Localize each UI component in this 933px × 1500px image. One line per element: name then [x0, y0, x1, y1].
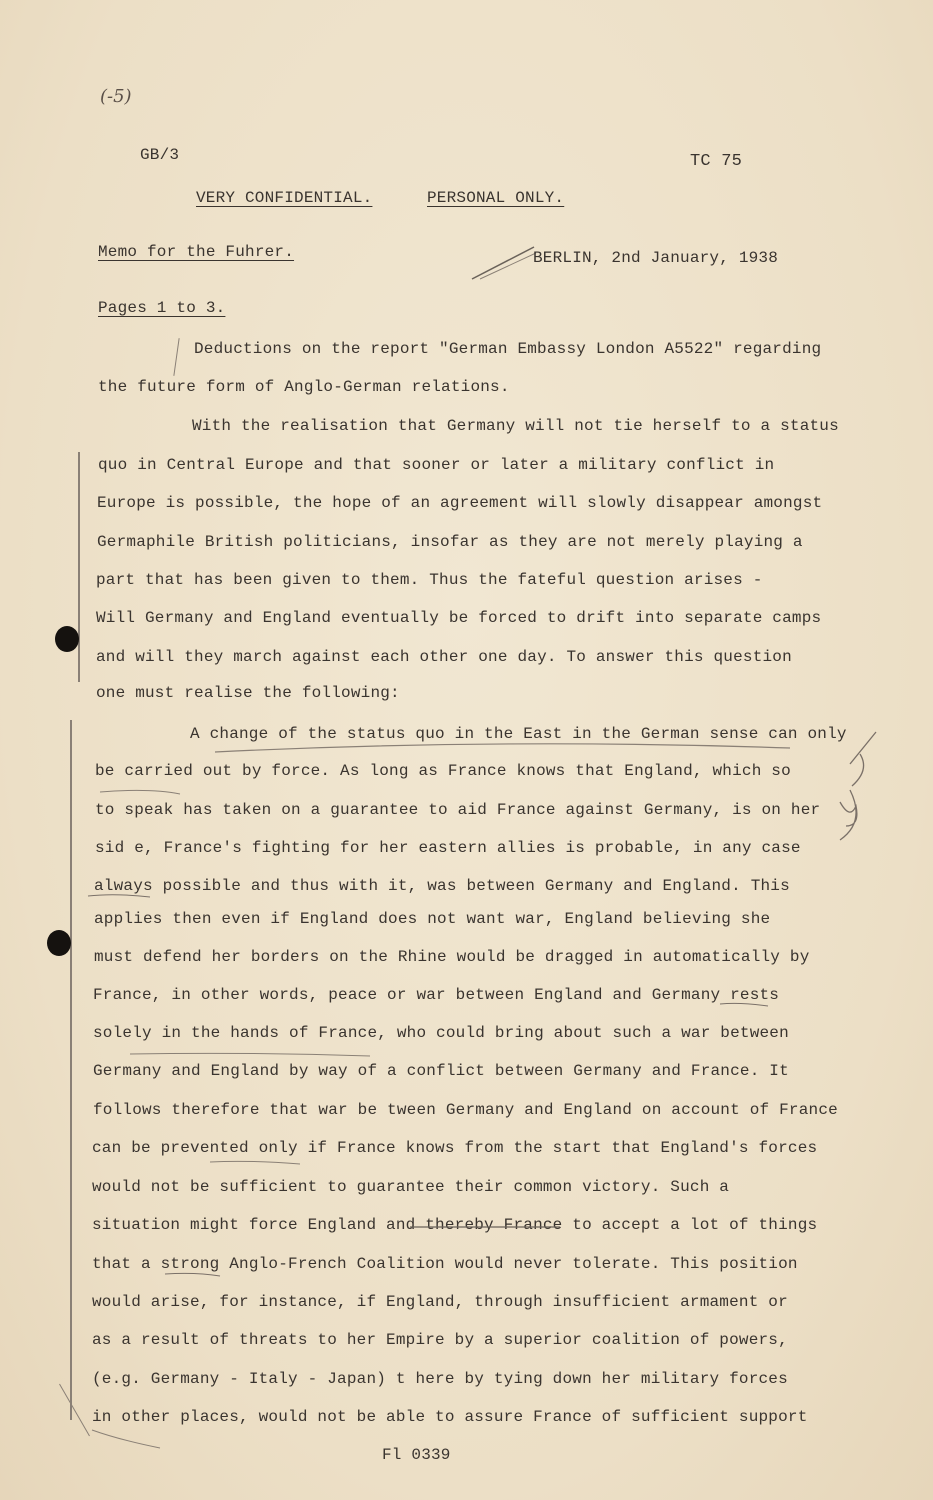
body-line: Deductions on the report "German Embassy London A5522" regarding: [194, 340, 822, 358]
body-line: situation might force England and thereby France to accept a lot of things: [92, 1216, 818, 1234]
memo-addressee: Memo for the Fuhrer.: [98, 243, 295, 261]
body-line: With the realisation that Germany will not tie herself to a status: [192, 417, 839, 435]
body-line: and will they march against each other one day. To answer this question: [96, 648, 792, 666]
body-line: one must realise the following:: [96, 684, 400, 702]
body-line: Europe is possible, the hope of an agreement will slowly disappear amongst: [97, 494, 823, 512]
body-line: be carried out by force. As long as France knows that England, which so: [95, 762, 791, 780]
document-number: Fl 0339: [382, 1446, 451, 1464]
place-and-date: BERLIN, 2nd January, 1938: [533, 249, 779, 267]
body-line: can be prevented only if France knows from the start that England's forces: [92, 1139, 818, 1157]
body-line: to speak has taken on a guarantee to aid France against Germany, is on her: [95, 801, 821, 819]
body-line: sid e, France's fighting for her eastern allies is probable, in any case: [95, 839, 801, 857]
body-line: always possible and thus with it, was between Germany and England. This: [94, 877, 790, 895]
body-line: France, in other words, peace or war between England and Germany rests: [93, 986, 780, 1004]
body-line: Will Germany and England eventually be forced to drift into separate camps: [96, 609, 822, 627]
body-line: in other places, would not be able to assure France of sufficient support: [92, 1408, 808, 1426]
body-line: quo in Central Europe and that sooner or later a military conflict in: [98, 456, 775, 474]
body-line: the future form of Anglo-German relations.: [98, 378, 510, 396]
body-line: as a result of threats to her Empire by a superior coalition of powers,: [92, 1331, 788, 1349]
body-line: that a strong Anglo-French Coalition would never tolerate. This position: [92, 1255, 798, 1273]
body-line: Germany and England by way of a conflict between Germany and France. It: [93, 1062, 789, 1080]
classification-very-confidential: VERY CONFIDENTIAL.: [196, 189, 373, 207]
body-line: applies then even if England does not want war, England believing she: [94, 910, 771, 928]
pages-reference: Pages 1 to 3.: [98, 299, 226, 317]
body-line: must defend her borders on the Rhine would be dragged in automatically by: [94, 948, 810, 966]
classification-personal-only: PERSONAL ONLY.: [427, 189, 565, 207]
body-line: would not be sufficient to guarantee their common victory. Such a: [92, 1178, 730, 1196]
body-line: (e.g. Germany - Italy - Japan) t here by tying down her military forces: [92, 1370, 788, 1388]
handwritten-scribble: (-5): [100, 86, 132, 107]
body-line: would arise, for instance, if England, through insufficient armament or: [92, 1293, 788, 1311]
body-line: Germaphile British politicians, insofar as they are not merely playing a: [97, 533, 803, 551]
body-line: solely in the hands of France, who could bring about such a war between: [93, 1024, 789, 1042]
reference-right: TC 75: [690, 152, 743, 171]
body-line: follows therefore that war be tween Germany and England on account of France: [93, 1101, 838, 1119]
body-line: part that has been given to them. Thus the fateful question arises -: [96, 571, 763, 589]
body-line: A change of the status quo in the East in the German sense can only: [190, 725, 847, 743]
reference-left: GB/3: [140, 146, 180, 164]
